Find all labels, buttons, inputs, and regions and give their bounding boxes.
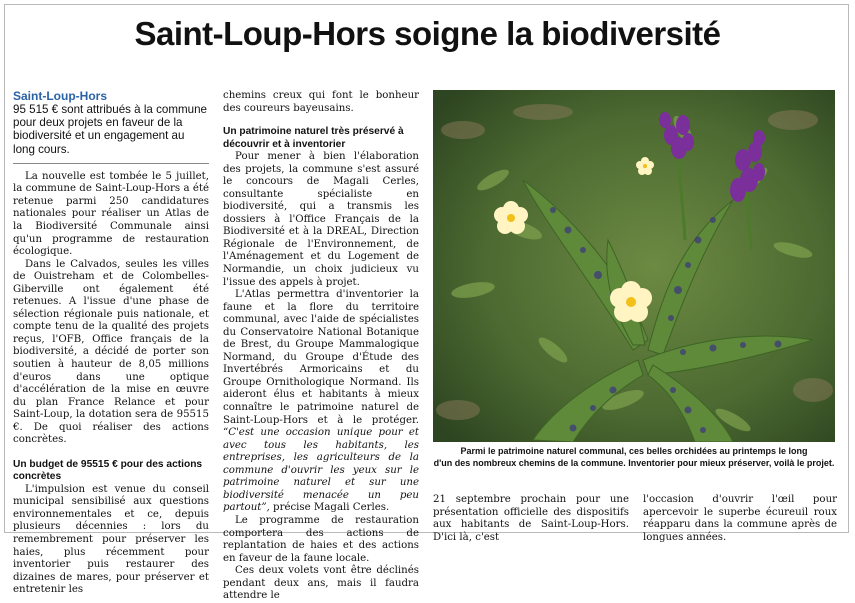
standfirst: 95 515 € sont attribués à la commune pour deux projets en faveur de la biodiversité et un engagement au long cours.	[13, 103, 207, 156]
photo-illustration	[433, 90, 835, 442]
subheading: Un patrimoine naturel très préservé à découvrir et à inventorier	[223, 126, 404, 150]
quote: “C'est une occasion unique pour et avec tous les habitants, les entreprises, les agriculteurs de la commune d'ouvrir les yeux sur le patrimoine naturel et sur une biodiversité menacée un peu partout”,	[223, 427, 419, 514]
quote-attribution: précise Magali Cerles.	[273, 502, 390, 514]
paragraph: Ces deux volets vont être déclinés pendant deux ans, mais il faudra attendre le	[223, 565, 419, 602]
paragraph-continued: chemins creux qui font le bonheur des coureurs bayeusains.	[223, 90, 419, 114]
paragraph: Dans le Calvados, seules les villes de Ouistreham et de Colombelles-Giberville ont également été retenues. A l'issue d'une phase de sélection régionale puis nationale, et compte tenu de la qualité des projets reçus, l'OFB, Office français de la biodiversité, a décidé de porter son soutien à hauteur de 8,05 millions d'euros dans une optique d'accélération de la mise en œuvre du plan France Relance et pour Saint-Loup, la dotation sera de 95515 €. De quoi réaliser des actions concrètes.	[13, 258, 209, 446]
orchid-photo	[433, 90, 835, 442]
photo-caption	[433, 445, 835, 469]
paragraph-with-quote	[223, 289, 419, 515]
column-1	[13, 90, 209, 597]
paragraph-continued: l'occasion d'ouvrir l'œil pour apercevoir le superbe écureuil roux réapparu dans la commune après de longues années.	[643, 494, 837, 543]
column-3-text	[433, 494, 629, 544]
paragraph: Pour mener à bien l'élaboration des projets, la commune s'est assuré le concours de Magali Cerles, consultante spécialiste en biodiversité, qui a transmis les dossiers à l'Office Français de la Biodiversité et à la DREAL, Direction Régionale de l'Environnement, de l'Aménagement et du Logement de Normandie, un choix judicieux vu l'issue des appels à projet.	[223, 151, 419, 288]
column-4-text	[643, 494, 837, 544]
kicker-location: Saint-Loup-Hors	[13, 89, 107, 103]
paragraph-continued: 21 septembre prochain pour une présentation officielle des dispositifs aux habitants de Saint-Loup-Hors. D'ici là, c'est	[433, 494, 629, 543]
paragraph: Le programme de restauration comportera des actions de replantation de haies et des actions en faveur de la faune locale.	[223, 514, 419, 564]
column-2	[223, 90, 419, 603]
paragraph: La nouvelle est tombée le 5 juillet, la commune de Saint-Loup-Hors a été retenue parmi 250 candidatures nationales pour réaliser un Atlas de la Biodiversité Communale ainsi qu'un programme de restauration écologique.	[13, 170, 209, 258]
headline: Saint-Loup-Hors soigne la biodiversité	[134, 15, 721, 52]
paragraph: L'impulsion est venue du conseil municipal sensibilisé aux questions environnementales et ce, depuis plusieurs décennies : lors du remembrement pour préserver les haies, plus récemment pour inventorier puis restaurer des dizaines de mares, pour préserver et entretenir les	[13, 483, 209, 596]
divider	[13, 163, 209, 164]
subheading: Un budget de 95515 € pour des actions concrètes	[13, 458, 203, 483]
caption-line: d'un des nombreux chemins de la commune. Inventorier pour mieux préserver, voilà le projet.	[433, 458, 835, 468]
paragraph-text: L'Atlas permettra d'inventorier la faune et la flore du territoire communal, avec l'aide de spécialistes du Conservatoire National Botanique de Brest, du Groupe Mammalogique Normand, du Groupe d'Étude des Invertébrés Armoricains et du Groupe Ornithologique Normand. Ils aideront élus et habitants à mieux connaître le patrimoine naturel de Saint-Loup-Hors et à le protéger.	[223, 289, 419, 426]
newspaper-page	[4, 4, 849, 602]
caption-line: Parmi le patrimoine naturel communal, ces belles orchidées au printemps le long	[460, 446, 808, 456]
